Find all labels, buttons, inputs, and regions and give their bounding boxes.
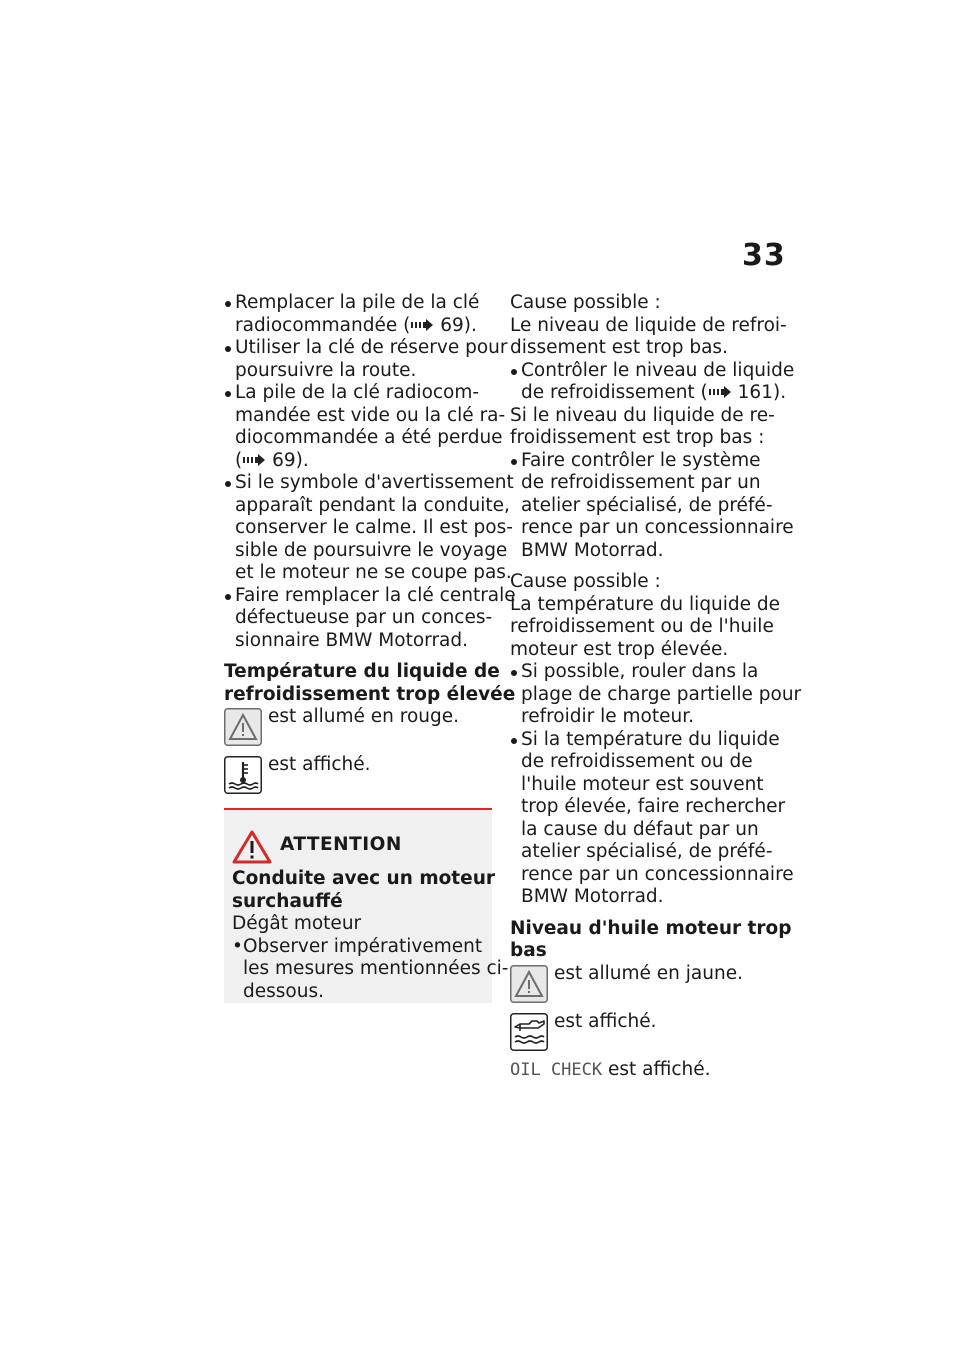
page-number: 33 (742, 238, 786, 273)
list-item: La pile de la clé radiocom- (224, 382, 494, 405)
list-item: Si la température du liquide (510, 729, 782, 752)
list-item: Utiliser la clé de réserve pour (224, 337, 494, 360)
oil-level-icon (510, 1013, 548, 1051)
section-heading: refroidissement trop élevée (224, 683, 516, 705)
section-heading: Niveau d'huile moteur trop (510, 917, 792, 939)
list-item: Contrôler le niveau de liquide (510, 360, 782, 383)
list-item: Faire contrôler le système (510, 450, 782, 473)
attention-notice: ATTENTION Conduite avec un moteur surchauffé Dégât moteur • Observer impérativement les mesures mentionnées ci- dessous. (224, 808, 492, 1003)
attention-subtitle: surchauffé (232, 890, 343, 912)
left-column: Remplacer la pile de la clé radiocommandée ( 69). Utiliser la clé de réserve pour poursuivre la route. La pile de la clé radiocom- mandée est vide ou la clé ra- diocommandée a été perdue ( 69). Si le symbole d'avertissement apparaît pendant la conduite, conserver le calme. Il est pos- sible de poursuivre le voyage et le moteur ne se coupe pas. Faire remplacer la clé centrale défectueuse par un conces- sionnaire BMW Motorrad. Température du liquide de refroidissement trop élevée est allumé en rouge. est affiché. (224, 292, 494, 802)
warning-triangle-icon (224, 708, 262, 746)
section-heading: bas (510, 940, 547, 961)
warning-triangle-icon (510, 965, 548, 1003)
reference-arrow-icon (242, 454, 266, 466)
list-item: Remplacer la pile de la clé (224, 292, 494, 315)
right-column: Cause possible : Le niveau de liquide de refroi- dissement est trop bas. Contrôler le niveau de liquide de refroidissement ( 161). Si le niveau du liquide de re- froidissement est trop bas : Faire contrôler le système de refroidissement par un atelier spécialisé, de préfé- rence par un concessionnaire BMW Motorrad. Cause possible : La température du liquide de refroidissement ou de l'huile moteur est trop élevée. Si possible, rouler dans la plage de charge partielle pour refroidir le moteur. Si la température du liquide de refroidissement ou de l'huile moteur est souvent trop élevée, faire rechercher la cause du défaut par un atelier spécialisé, de préfé- rence par un concessionnaire BMW Motorrad. Niveau d'huile moteur trop bas est allumé en jaune. est affiché. OIL CHECK est affiché. (510, 292, 802, 1080)
indicator-row: est affiché. (224, 754, 494, 802)
attention-subtitle: Conduite avec un moteur (232, 868, 495, 889)
display-code: OIL CHECK (510, 1059, 603, 1080)
cause-label: Cause possible : (510, 292, 661, 313)
list-item: Si le symbole d'avertissement (224, 472, 494, 495)
list-item: • Observer impérativement (232, 936, 490, 959)
coolant-temperature-icon (224, 756, 262, 794)
attention-triangle-icon (232, 830, 272, 864)
list-item: Si possible, rouler dans la (510, 661, 782, 684)
oil-check-line: OIL CHECK est affiché. (510, 1058, 711, 1080)
attention-consequence: Dégât moteur (232, 913, 362, 934)
section-heading: Température du liquide de (224, 661, 500, 682)
indicator-row: est allumé en rouge. (224, 706, 494, 754)
cause-label: Cause possible : (510, 571, 661, 592)
reference-arrow-icon (410, 319, 434, 331)
indicator-row: est allumé en jaune. (510, 963, 782, 1011)
attention-title: ATTENTION (280, 834, 402, 855)
indicator-row: est affiché. (510, 1011, 782, 1059)
reference-arrow-icon (708, 386, 732, 398)
list-item: Faire remplacer la clé centrale (224, 585, 494, 608)
